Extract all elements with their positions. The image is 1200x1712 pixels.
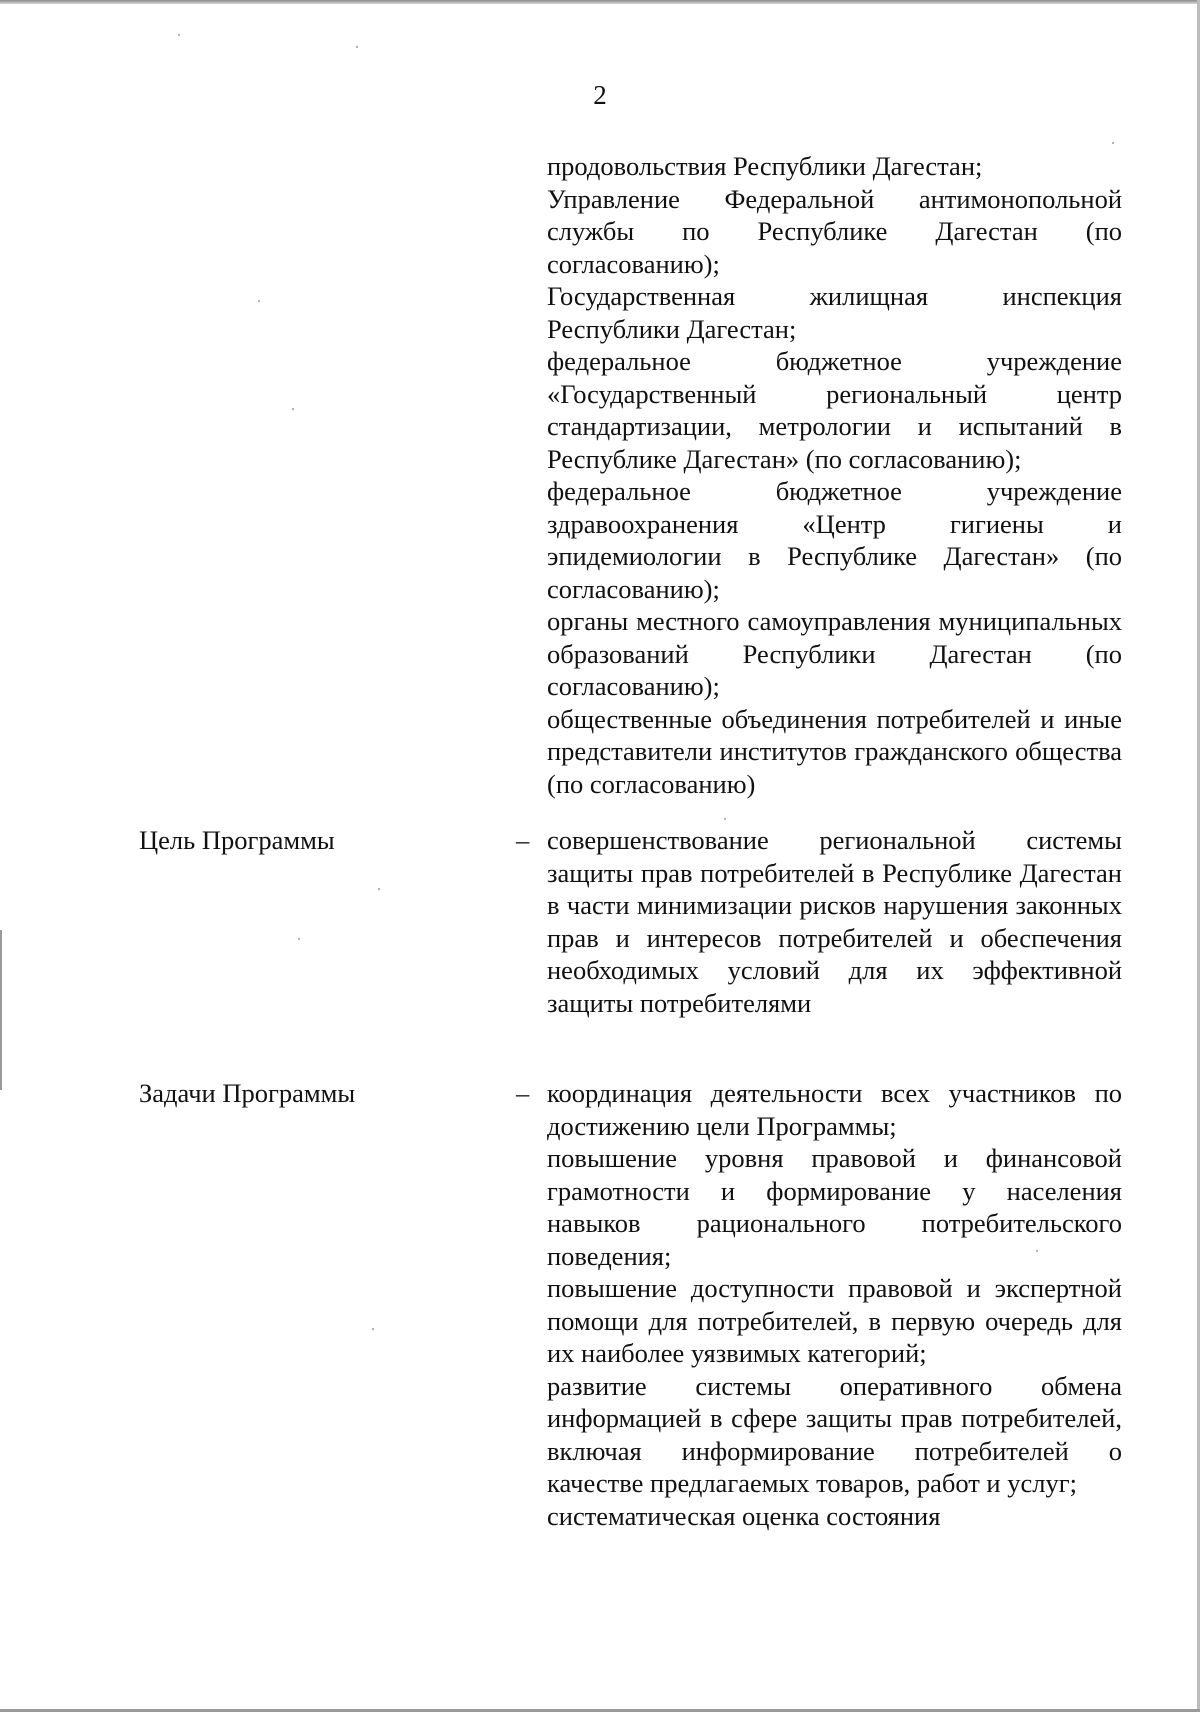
participant-item: Управление Федеральной антимонопольной службы по Республике Дагестан (по согласованию); [547,183,1122,279]
participant-item: органы местного самоуправления муниципальных образований Республики Дагестан (по согласованию); [547,606,1122,701]
scan-speck [1112,142,1114,144]
task-item: развитие системы оперативного обмена информацией в сфере защиты прав потребителей, включая информирование потребителей о качестве предлагаемых товаров, работ и услуг; [547,1370,1122,1498]
task-item: систематическая оценка состояния [547,1500,941,1531]
task-item: повышение уровня правовой и финансовой грамотности и формирование у населения навыков рационального потребительского поведения; [547,1143,1122,1271]
participant-item: Государственная жилищная инспекция Республики Дагестан; [547,281,1122,344]
tasks-label: Задачи Программы [139,1078,356,1108]
participants-list [547,150,1122,800]
scan-speck [372,1328,374,1330]
task-item: повышение доступности правовой и экспертной помощи для потребителей, в первую очередь для их наиболее уязвимых категорий; [547,1273,1122,1368]
scan-speck [178,34,180,36]
scan-speck [1036,1250,1038,1252]
participant-item: общественные объединения потребителей и иные представители институтов гражданского общества (по согласованию) [547,703,1122,799]
scan-speck [298,938,300,940]
scan-speck [378,888,380,890]
scan-speck [258,300,260,302]
page-number: 2 [593,80,607,110]
scan-speck [356,46,358,48]
goal-dash: – [516,825,530,855]
scan-edge-left [0,930,2,1090]
participant-item: продовольствия Республики Дагестан; [547,151,983,181]
tasks-list [547,1077,1122,1532]
goal-label: Цель Программы [139,825,335,855]
scan-speck [724,818,726,820]
participant-item: федеральное бюджетное учреждение «Государственный региональный центр стандартизации, метрологии и испытаний в Республике Дагестан» (по согласованию); [547,346,1122,474]
scan-edge-top [0,0,1200,4]
tasks-dash: – [516,1078,530,1108]
scan-speck [292,408,294,410]
participant-item: федеральное бюджетное учреждение здравоохранения «Центр гигиены и эпидемиологии в Республике Дагестан» (по согласованию); [547,476,1122,604]
task-item: координация деятельности всех участников по достижению цели Программы; [547,1078,1122,1141]
goal-text: совершенствование региональной системы защиты прав потребителей в Республике Дагестан в части минимизации рисков нарушения законных прав и интересов потребителей и обеспечения необходимых условий для их эффективной защиты потребителями [547,825,1122,1018]
goal-text-block [547,824,1122,1019]
